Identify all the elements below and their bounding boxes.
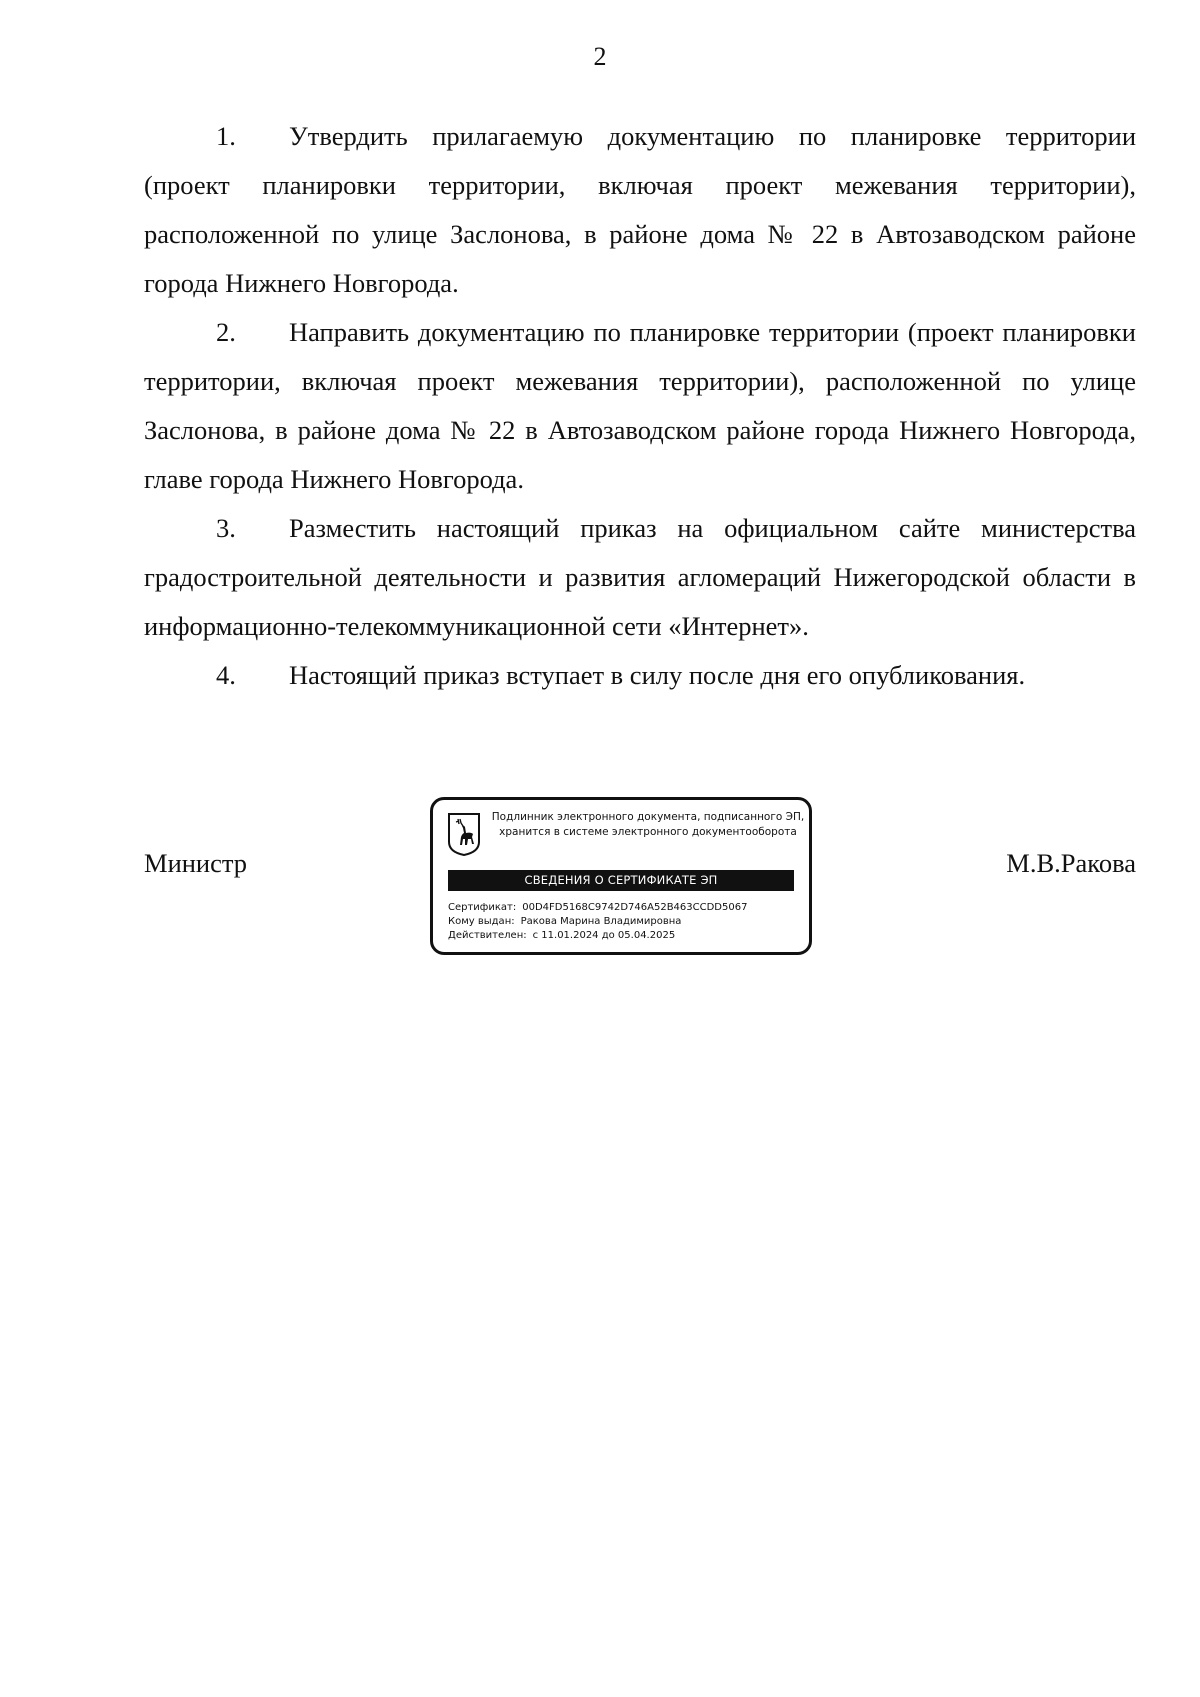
item-text: Настоящий приказ вступает в силу после дня его опубликования. [289,660,1026,690]
certificate-details [448,901,798,943]
validity-value: с 11.01.2024 до 05.04.2025 [532,930,676,941]
certificate-row [448,901,798,915]
signer-name: М.В.Ракова [1006,848,1136,878]
document-body [144,112,1136,700]
item-number: 2. [216,317,236,347]
certificate-label: Сертификат: [448,902,517,913]
issued-to-value: Ракова Марина Владимировна [520,916,682,927]
issued-to-row [448,915,798,929]
stamp-note-line: хранится в системе электронного документооборота [499,826,797,838]
list-item [144,504,1136,651]
validity-row [448,929,798,943]
signer-title: Министр [144,848,248,878]
stamp-header: СВЕДЕНИЯ О СЕРТИФИКАТЕ ЭП [448,870,794,891]
item-number: 4. [216,660,236,690]
deer-coat-of-arms-icon [447,812,481,856]
certificate-value: 00D4FD5168C9742D746A52B463CCDD5067 [522,902,748,913]
item-text: Направить документацию по планировке территории (проект планировки территории, включая проект межевания территории), расположенной по улице Заслонова, в районе дома № 22 в Автозаводском районе города Нижнего Новгорода, главе города Нижнего Новгорода. [144,317,1136,494]
stamp-note-line: Подлинник электронного документа, подписанного ЭП, [491,811,805,823]
list-item [144,112,1136,308]
issued-to-label: Кому выдан: [448,916,515,927]
list-item [144,308,1136,504]
item-number: 1. [216,121,236,151]
page-number: 2 [593,42,607,71]
item-text: Разместить настоящий приказ на официальном сайте министерства градостроительной деятельности и развития агломераций Нижегородской области в информационно-телекоммуникационной сети «Интернет». [144,513,1136,641]
item-number: 3. [216,513,236,543]
list-item [144,651,1136,700]
item-text: Утвердить прилагаемую документацию по планировке территории (проект планировки территории, включая проект межевания территории), расположенной по улице Заслонова, в районе дома № 22 в Автозаводском районе города Нижнего Новгорода. [144,121,1136,298]
validity-label: Действителен: [448,930,527,941]
electronic-signature-stamp [430,797,812,955]
stamp-note [489,810,807,840]
